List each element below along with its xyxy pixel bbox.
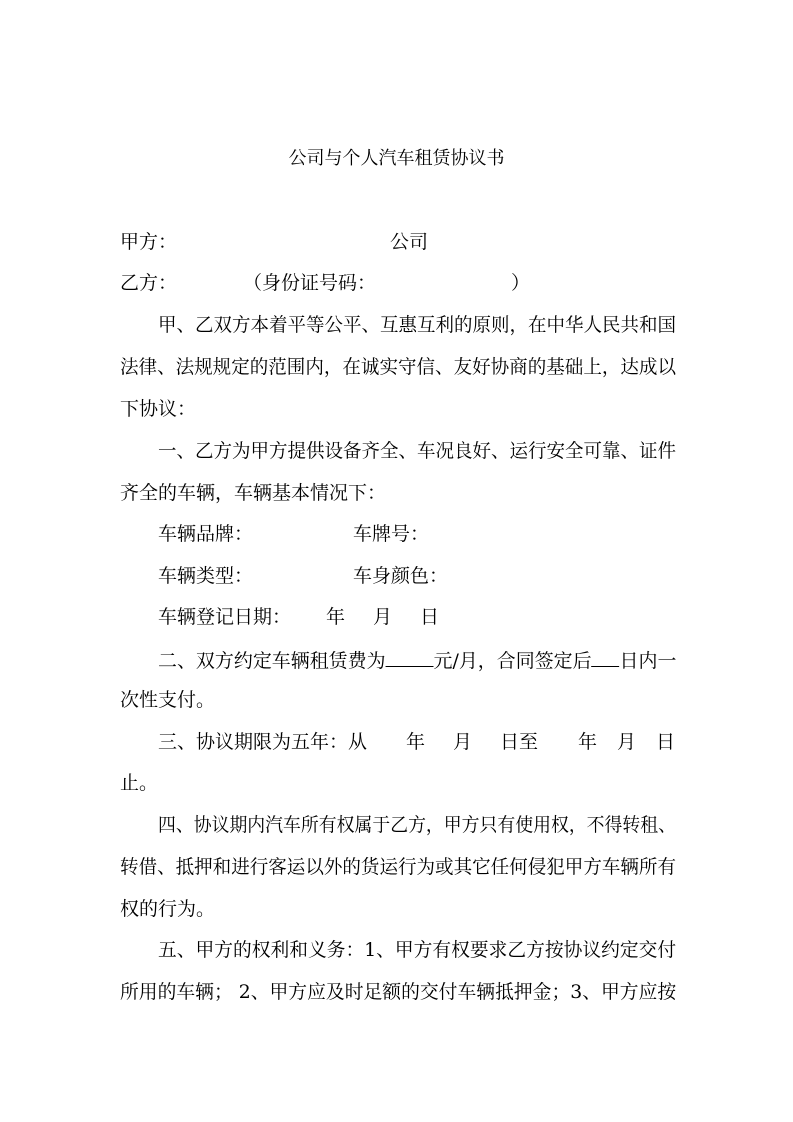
payment-days-blank <box>592 646 620 667</box>
intro-line-3: 下协议： <box>120 398 197 420</box>
vehicle-reg-day: 日 <box>420 606 440 628</box>
document-title: 公司与个人汽车租赁协议书 <box>288 148 505 169</box>
party-b-id-close: ） <box>511 272 531 294</box>
vehicle-reg-year: 年 <box>326 606 346 628</box>
clause5-line-1: 五、甲方的权利和义务：1、甲方有权要求乙方按协议约定交付 <box>158 939 677 961</box>
party-b-id-label: （身份证号码： <box>243 272 377 294</box>
clause3-day-to: 日至 <box>500 731 539 753</box>
clause2-line-1 <box>158 646 676 674</box>
party-a-value: 公司 <box>390 231 429 253</box>
vehicle-type-label: 车辆类型： <box>158 565 254 587</box>
clause2-part2: 元/月，合同签定后 <box>433 650 592 672</box>
clause3-year: 年 <box>406 731 426 753</box>
clause1-line-1: 一、乙方为甲方提供设备齐全、车况良好、运行安全可靠、证件 <box>158 440 677 462</box>
intro-line-1: 甲、乙双方本着平等公平、互惠互利的原则，在中华人民共和国 <box>158 314 677 336</box>
clause2-part1: 二、双方约定车辆租赁费为 <box>158 650 386 672</box>
vehicle-brand-label: 车辆品牌： <box>158 523 254 545</box>
clause5-line-2: 所用的车辆； 2、甲方应及时足额的交付车辆抵押金；3、甲方应按 <box>120 981 677 1003</box>
intro-line-2: 法律、法规规定的范围内，在诚实守信、友好协商的基础上，达成以 <box>120 356 676 378</box>
clause2-line-2: 次性支付。 <box>120 689 216 711</box>
vehicle-color-label: 车身颜色： <box>353 565 449 587</box>
party-a-label: 甲方： <box>120 231 178 253</box>
clause3-month: 月 <box>453 731 473 753</box>
clause3-month2: 月 <box>617 731 637 753</box>
party-b-label: 乙方： <box>120 272 178 294</box>
vehicle-reg-date-label: 车辆登记日期： <box>158 606 292 628</box>
clause4-line-2: 转借、抵押和进行客运以外的货运行为或其它任何侵犯甲方车辆所有 <box>120 856 676 878</box>
clause3-year2: 年 <box>578 731 598 753</box>
clause2-part3: 日内一 <box>619 650 677 672</box>
clause3-day2: 日 <box>656 731 676 753</box>
clause4-line-1: 四、协议期内汽车所有权属于乙方，甲方只有使用权，不得转租、 <box>158 814 677 836</box>
clause3-start: 三、协议期限为五年：从 <box>158 731 368 753</box>
clause3-line-2: 止。 <box>120 772 159 794</box>
vehicle-plate-label: 车牌号： <box>353 523 430 545</box>
clause4-line-3: 权的行为。 <box>120 898 216 920</box>
rent-amount-blank <box>386 646 434 667</box>
clause1-line-2: 齐全的车辆，车辆基本情况下： <box>120 482 387 504</box>
vehicle-reg-month: 月 <box>373 606 393 628</box>
